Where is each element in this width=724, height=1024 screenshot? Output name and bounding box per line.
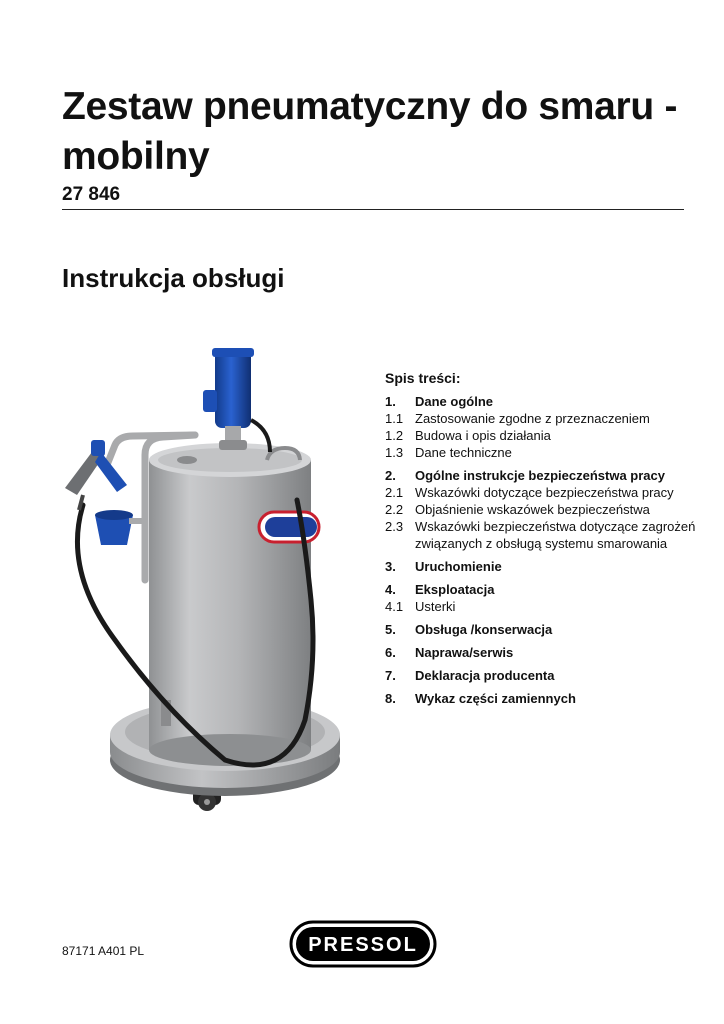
toc-item-number: 5. (385, 622, 396, 637)
toc-item (385, 690, 705, 707)
toc-item (385, 393, 705, 410)
toc-item (385, 518, 705, 552)
toc-item-number: 1. (385, 394, 396, 409)
toc-item-label: Usterki (415, 599, 456, 614)
toc-item-label: Obsługa /konserwacja (415, 622, 553, 637)
toc-item (385, 427, 705, 444)
toc-item (385, 621, 705, 638)
toc-item-label: Uruchomienie (415, 559, 502, 574)
toc-item-label: Deklaracja producenta (415, 668, 555, 683)
grease-drum (149, 443, 311, 766)
document-subtitle: Instrukcja obsługi (62, 263, 285, 293)
toc-item-label: Naprawa/serwis (415, 645, 514, 660)
toc-item (385, 598, 705, 615)
toc-item (385, 410, 705, 427)
grease-gun (65, 440, 127, 510)
toc-item-label: Eksploatacja (415, 582, 495, 597)
toc-list (385, 393, 705, 707)
toc-item (385, 467, 705, 484)
toc-item-number: 2.2 (385, 502, 404, 517)
toc-item-number: 1.2 (385, 428, 404, 443)
toc-item-number: 2.1 (385, 485, 404, 500)
pressol-logo (289, 920, 437, 968)
toc-item-number: 7. (385, 668, 396, 683)
drum-brand-label (259, 512, 319, 542)
gun-holder (95, 510, 147, 545)
toc-item-number: 4.1 (385, 599, 404, 614)
toc-item-number: 2.3 (385, 519, 404, 534)
toc-item-label: Wskazówki bezpieczeństwa dotyczące zagrożeń związanych z obsługą systemu smarowania (415, 519, 696, 551)
product-image (55, 340, 355, 820)
logo-text: PRESSOL (308, 934, 418, 956)
toc-item-label: Ogólne instrukcje bezpieczeństwa pracy (415, 468, 665, 483)
toc-item-number: 1.3 (385, 445, 404, 460)
title-divider (62, 209, 684, 210)
toc-item (385, 667, 705, 684)
toc-item (385, 444, 705, 461)
toc-item-number: 1.1 (385, 411, 404, 426)
toc-item (385, 581, 705, 598)
air-pump (203, 348, 270, 452)
toc-item-label: Zastosowanie zgodne z przeznaczeniem (415, 411, 650, 426)
toc-item (385, 501, 705, 518)
toc-item (385, 644, 705, 661)
document-title: Zestaw pneumatyczny do smaru - mobilny (62, 85, 678, 178)
toc-item-label: Wskazówki dotyczące bezpieczeństwa pracy (415, 485, 674, 500)
toc-item-number: 8. (385, 691, 396, 706)
toc-item-number: 4. (385, 582, 396, 597)
toc-item-number: 3. (385, 559, 396, 574)
toc-item-label: Dane techniczne (415, 445, 512, 460)
toc-item-label: Objaśnienie wskazówek bezpieczeństwa (415, 502, 650, 517)
toc-item-number: 2. (385, 468, 396, 483)
toc-item-label: Wykaz części zamiennych (415, 691, 576, 706)
toc-item (385, 558, 705, 575)
toc-item-label: Budowa i opis działania (415, 428, 551, 443)
part-number: 27 846 (62, 184, 121, 205)
table-of-contents (385, 370, 705, 707)
toc-item (385, 484, 705, 501)
toc-item-number: 6. (385, 645, 396, 660)
toc-heading: Spis treści: (385, 370, 461, 386)
document-code: 87171 A401 PL (62, 944, 145, 958)
toc-item-label: Dane ogólne (415, 394, 494, 409)
